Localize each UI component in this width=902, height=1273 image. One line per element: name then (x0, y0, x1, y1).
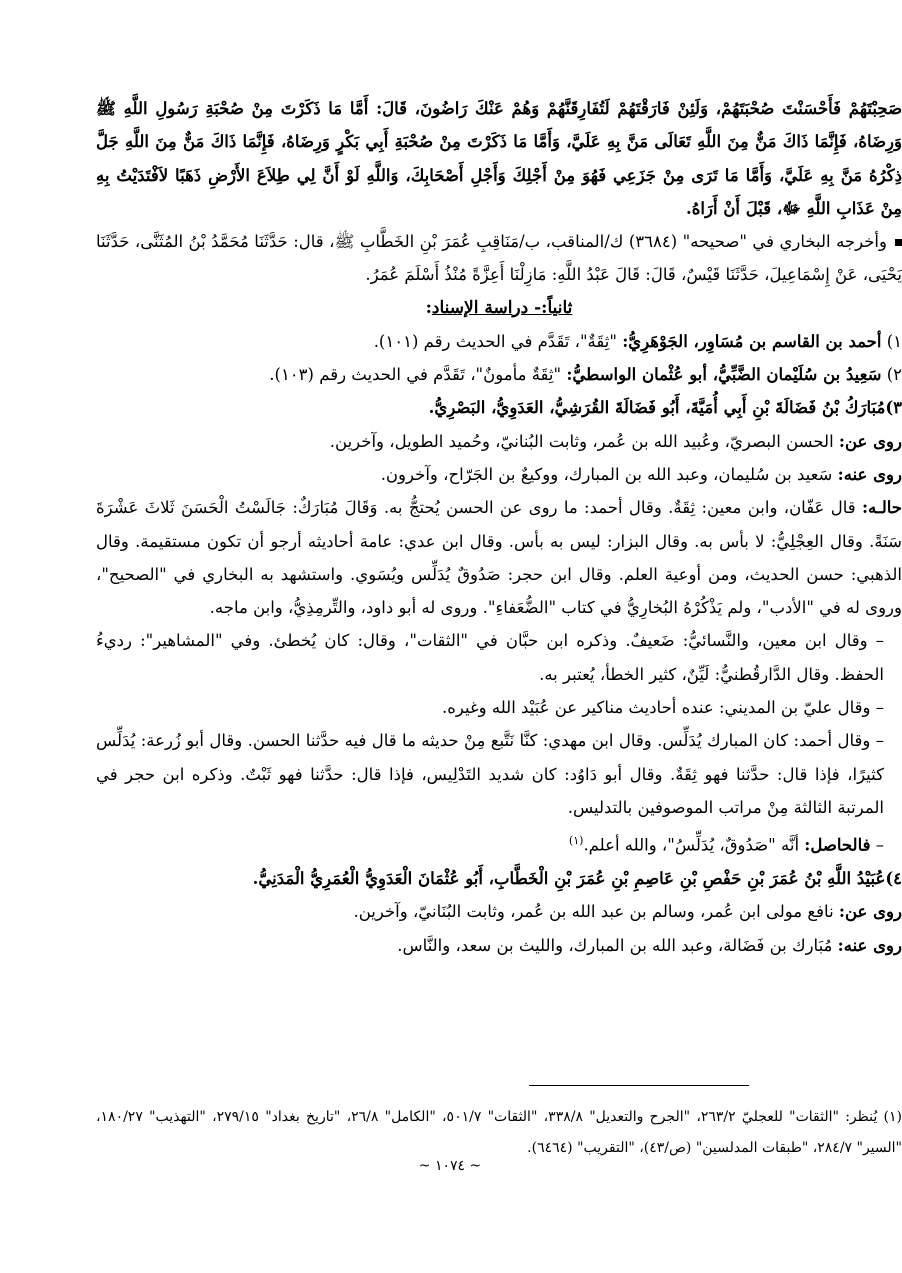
narrator-3-rawa-anhu (96, 458, 902, 491)
hasil-text: أنَّه "صَدُوقٌ، يُدَلِّسُ"، والله أعلم. (583, 835, 805, 855)
footnote: (١) يُنظر: "الثقات" للعجليّ ٢٦٣/٢، "الجرح والتعديل" ٣٣٨/٨، "الثقات" ٥٠١/٧، "الكامل" ٢٦/٨، "تاريخ بغداد" ٢٧٩/١٥، "التهذيب" ١٨٠/٢٧، "السير" ٢٨٤/٧، "طبقات المدلسين" (ص/٤٣)، "التقريب" (٦٤٦٤). (96, 1109, 902, 1156)
quote-line: تَرَى مِنْ جَزَعِي فَهُوَ مِنْ أَجْلِكَ وَأَجْلِ أَصْحَابِكَ، وَاللَّهِ لَوْ أَنَّ لِي طِلاَعَ الأَرْضِ ذَهَبًا لاَفْتَدَيْتُ بِهِ مِنْ عَذَابِ اللَّهِ ﷻ، قَبْلَ أَنْ أَرَاهُ. (96, 165, 902, 218)
rawa-anhu-text: مُبَارك بن فَضَالة، وعبد الله بن المبارك، والليث بن سعد، والنَّاس. (397, 935, 838, 955)
page-body (96, 92, 902, 962)
narrator-number: ٣) (885, 398, 902, 418)
narrator-name: سَعِيدُ بن سُلَيْمان الضَّبِّيُّ، أبو عُثْمان الواسطيُّ: (566, 365, 882, 385)
narrator-3-ibn-main: – وقال ابن معين، والنَّسائيُّ: ضَعيفٌ. وذكره ابن حبَّان في "الثقات"، وقال: كان يُخطئ. وفي "المشاهير": رديءُ الحفظ. وقال الدَّارقُطنيُّ: لَيِّنٌ، كثير الخطأ، يُعتبر به. (96, 631, 884, 684)
narrator-4-rawa-an (96, 895, 902, 928)
narrator-name: مُبَارَكُ بْنُ فَضَالَةَ بْنِ أَبِي أُمَيَّةَ، أَبُو فَضَالَةَ القُرَشِيُّ، العَدَوِيُّ، البَصْرِيُّ. (428, 398, 886, 418)
rawa-anhu-label: روى عنه: (837, 464, 902, 484)
narrator-entry (96, 358, 902, 391)
rawa-an-text: نافع مولى ابن عُمر، وسالم بن عبد الله بن عُمر، وثابت البُنَانيّ، وآخرين. (353, 902, 839, 922)
rawa-an-label: روى عن: (838, 431, 902, 451)
narrator-3-haluhu (96, 491, 902, 624)
narrator-number: ١) (886, 331, 902, 351)
narrator-status: "ثِقَةٌ"، تَقَدَّم في الحديث رقم (١٠١). (373, 331, 623, 351)
footnote-ref[interactable]: (١) (568, 834, 584, 848)
narrator-3-ahmad: – وقال أحمد: كان المبارك يُدَلِّس. وقال ابن مهدي: كنَّا نَتَّبع مِنْ حديثه ما قال فيه حدَّثنا الحسن. وقال أبو زُرعة: يُدَلِّس كثيرًا، فإذا قال: حدَّثنا فهو ثِقَةٌ. وقال أبو دَاوُد: كان شديد التَدْلِيس، فإذا قال: حدَّثنا فهو ثَبْتٌ. وذكره ابن حجر في المرتبة الثالثة مِنْ مراتب الموصوفين بالتدليس. (96, 731, 884, 817)
narrator-4-rawa-anhu (96, 929, 902, 962)
rawa-an-label: روى عن: (838, 902, 902, 922)
narrator-3-madini: – وقال عليّ بن المديني: عنده أحاديث مناكير عن عُبَيْد الله وغيره. (442, 698, 884, 718)
narrator-3-conclusion: – فالحاصل: أنَّه "صَدُوقٌ، يُدَلِّسُ"، والله أعلم.$^{(١)}$ (568, 834, 884, 855)
rawa-anhu-text: سَعيد بن سُليمان، وعبد الله بن المبارك، ووكيعٌ بن الجَرّاح، وآخرون. (380, 464, 838, 484)
haluhu-label: حالـه: (861, 498, 902, 518)
square-bullet-icon (895, 239, 902, 246)
narrator-entry (96, 325, 902, 358)
page-number: ~ ١٠٧٤ ~ (418, 1158, 482, 1174)
narrator-4-heading (96, 862, 902, 895)
takhrij-paragraph (96, 225, 902, 292)
rawa-an-text: الحسن البصريّ، وعُبيد الله بن عُمر، وثابت البُنانيّ، وحُميد الطويل، وآخرين. (329, 431, 839, 451)
narrator-3-heading (96, 391, 902, 424)
hasil-label: فالحاصل: (804, 835, 871, 855)
hadith-quote (96, 92, 902, 225)
footnote-separator (529, 1085, 749, 1086)
narrator-status: "ثِقَةٌ مأمونٌ"، تَقَدَّم في الحديث رقم (١٠٣). (269, 365, 567, 385)
haluhu-text: قال عَفّان، وابن معين: ثِقَةٌ. وقال أحمد: ما روى عن الحسن يُحتجُّ به. وَقَالَ مُبَارَكٌ: جَالَسْتُ الْحَسَنَ ثَلاثَ عَشْرَةَ سَنَةً. وقال العِجْلِيُّ: لا بأس به. وقال البزار: ليس به بأس. وقال ابن عدي: عامة أحاديثه أرجو أن تكون مستقيمة. وقال الذهبي: حسن الحديث، ومن أوعية العلم. وقال ابن حجر: صَدُوقٌ يُدَلِّس ويُسَوي. واستشهد به البخاري في "الصحيح"، وروى له في "الأدب"، ولم يَذْكُرْهُ البُخارِيُّ في كتاب "الضُّعَفاءِ". وروى له أبو داود، والتِّرمِذِيُّ، وابن ماجه. (96, 498, 902, 618)
section-heading-title: ثانياً:- دراسة الإسناد (431, 297, 573, 318)
narrator-3-rawa-an (96, 425, 902, 458)
narrator-name: أحمد بن القاسم بن مُسَاوِر، الجَوْهَرِيُّ: (622, 331, 882, 351)
quote-line: ذَاكَ مَنٌّ مِنَ اللَّهِ تَعَالَى مَنَّ بِهِ عَلَيَّ، وَأَمَّا مَا ذَكَرْتَ مِنْ صُحْبَةِ أَبِي بَكْرٍ وَرِضَاهُ، فَإِنَّمَا ذَاكَ مَنٌّ مِنَ اللَّهِ جَلَّ ذِكْرُهُ مَنَّ بِهِ عَلَيَّ، وَأَمَّا مَا (96, 132, 902, 185)
narrator-name: عُبَيْدُ اللَّهِ بْنُ عُمَرَ بْنِ حَفْصِ بْنِ عَاصِمِ بْنِ عُمَرَ بْنِ الْخَطَّابِ، أَبُو عُثْمَانَ الْعَدَوِيُّ الْعُمَرِيُّ الْمَدَنِيُّ. (252, 869, 886, 889)
takhrij-text: وأخرجه البخاري في "صحيحه" (٣٦٨٤) ك/المناقب، ب/مَنَاقِبِ عُمَرَ بْنِ الخَطَّابِ ﷺ، قال: حَدَّثَنَا مُحَمَّدُ بْنُ المُثَنَّى، حَدَّثَنَا يَحْيَى، عَنْ إِسْمَاعِيلَ، حَدَّثَنَا قَيْسٌ، قَالَ: قَالَ عَبْدُ اللَّهِ: مَازِلْنَا أَعِزَّةً مُنْذُ أَسْلَمَ عُمَرُ. (96, 232, 902, 285)
quote-line: صَحِبْتَهُمْ فَأَحْسَنْتَ صُحْبَتَهُمْ، وَلَئِنْ فَارَقْتَهُمْ لَتُفَارِقَنَّهُمْ وَهُمْ عَنْكَ رَاضُونَ، قَالَ: أَمَّا مَا ذَكَرْتَ مِنْ صُحْبَةِ رَسُولِ اللَّهِ ﷺ وَرِضَاهُ، فَإِنَّمَا (96, 99, 902, 152)
section-heading-suffix: : (425, 297, 432, 318)
narrator-number: ٢) (886, 365, 902, 385)
narrator-number: ٤) (885, 869, 902, 889)
section-heading (96, 292, 902, 325)
rawa-anhu-label: روى عنه: (837, 935, 902, 955)
